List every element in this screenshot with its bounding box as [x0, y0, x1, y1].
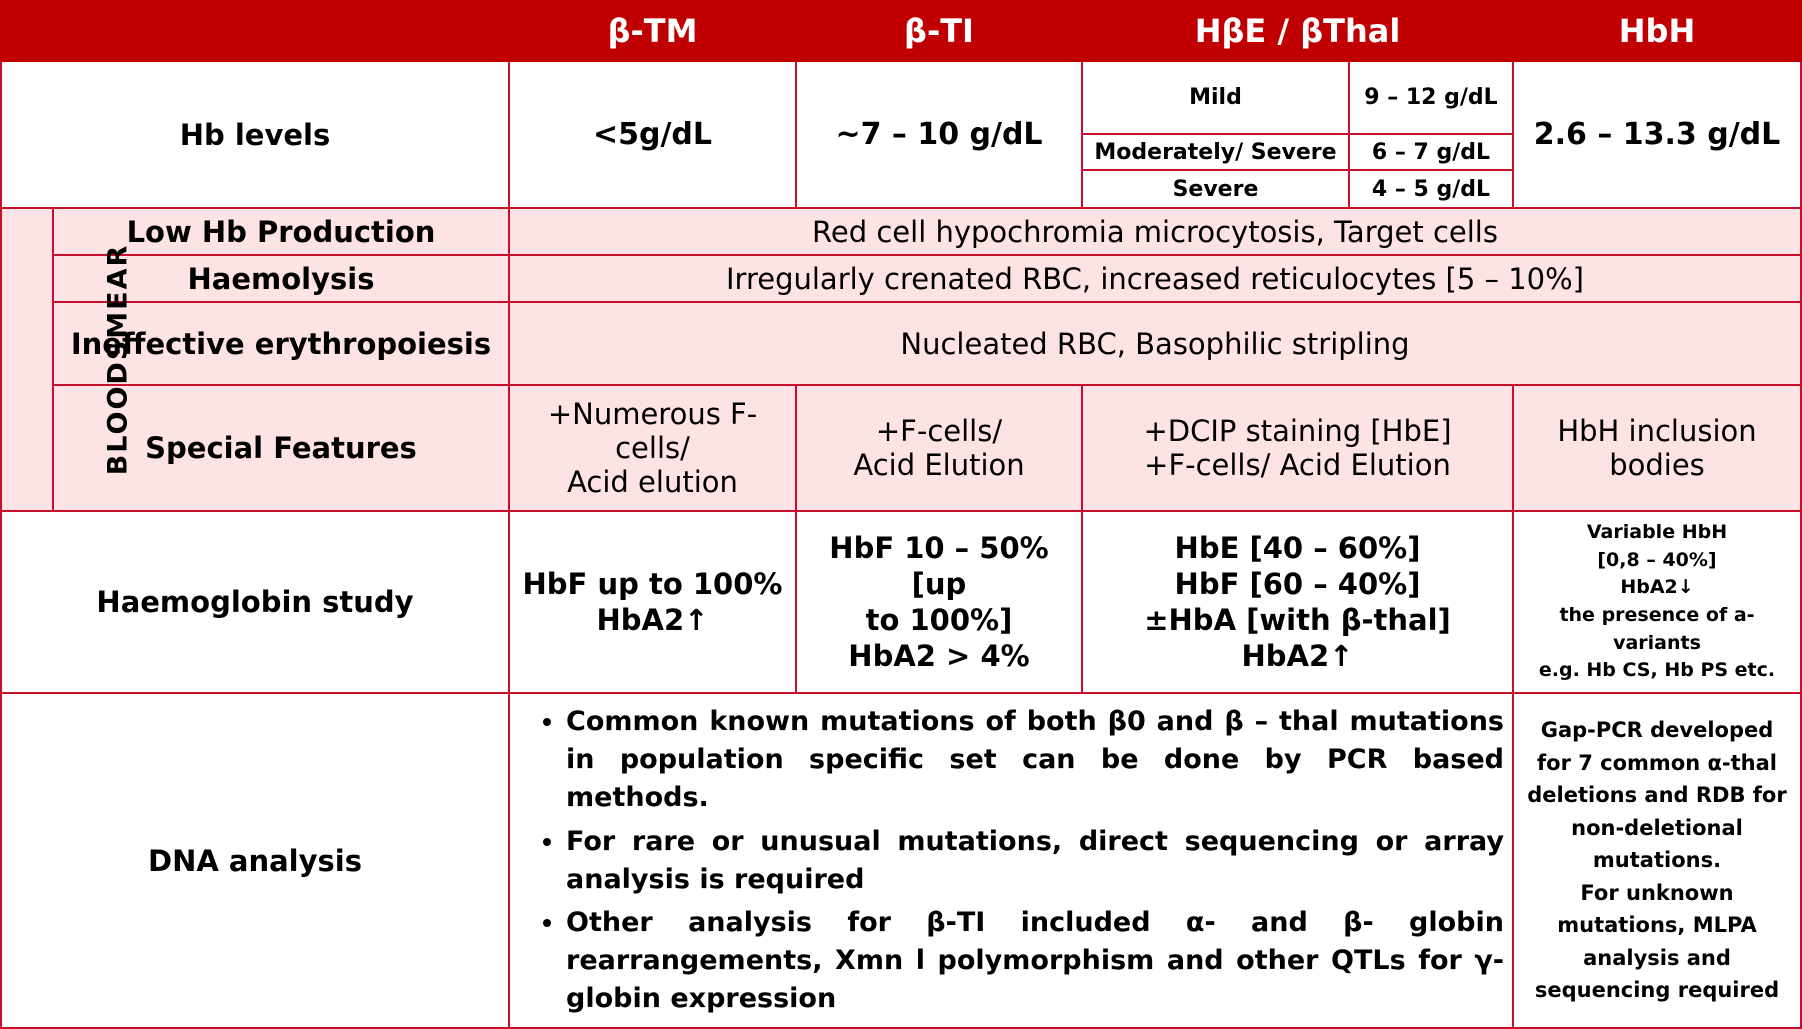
- special-features-btm: [509, 385, 796, 511]
- dna-bullet-3: • Other analysis for β-TI included α- and β- globin rearrangements, Xmn l polymorphism and other QTLs for γ-globin expression: [566, 904, 1504, 1017]
- label-haemolysis: Haemolysis: [53, 255, 509, 302]
- special-hbh-line-2: bodies: [1609, 448, 1705, 482]
- hbe-value-mild: 9 – 12 g/dL: [1349, 62, 1512, 134]
- dna-hbh-line-1: Gap-PCR developed: [1540, 718, 1774, 743]
- label-low-hb-production: Low Hb Production: [53, 208, 509, 255]
- hb-study-hbe: [1082, 511, 1513, 693]
- hbe-severity-mild: Mild: [1189, 85, 1242, 110]
- special-bti-line-2: Acid Elution: [853, 448, 1025, 482]
- hb-study-hbe-line-4: HbA2↑: [1241, 639, 1354, 674]
- row-low-hb-production: [1, 208, 1801, 255]
- hb-study-bti-line-3: HbA2 > 4%: [848, 639, 1030, 674]
- special-btm-line-1: +Numerous F-: [547, 397, 758, 431]
- dna-hbh-line-4: non-deletional: [1571, 815, 1743, 840]
- special-btm-line-2: cells/: [615, 431, 690, 465]
- hb-levels-bti: ~7 – 10 g/dL: [796, 61, 1082, 208]
- hb-study-hbh-line-3: HbA2↓: [1620, 576, 1694, 599]
- hb-study-btm: [509, 511, 796, 693]
- special-features-hbe: [1082, 385, 1513, 511]
- header-hbe-bthal: HβE / βThal: [1082, 1, 1513, 61]
- header-empty-cell: [1, 1, 509, 61]
- dna-bullet-2: • For rare or unusual mutations, direct sequencing or array analysis is required: [566, 823, 1504, 899]
- special-features-bti: [796, 385, 1082, 511]
- hb-levels-hbe: [1082, 61, 1513, 208]
- hb-study-hbh: [1513, 511, 1801, 693]
- hb-levels-btm: <5g/dL: [509, 61, 796, 208]
- row-hb-levels: [1, 61, 1801, 208]
- hb-study-hbh-line-1: Variable HbH: [1586, 521, 1728, 544]
- dna-hbh-line-3: deletions and RDB for: [1527, 783, 1787, 808]
- dna-analysis-bullets: [509, 693, 1513, 1028]
- header-beta-tm: β-TM: [509, 1, 796, 61]
- hbe-severity-subtable: [1083, 62, 1512, 207]
- special-hbh-line-1: HbH inclusion: [1557, 414, 1757, 448]
- header-hbh: HbH: [1513, 1, 1801, 61]
- bloodsmear-side-label: BLOODSMEAR: [1, 208, 53, 511]
- row-haemolysis: [1, 255, 1801, 302]
- row-special-features: [1, 385, 1801, 511]
- row-dna-analysis: [1, 693, 1801, 1028]
- hbe-value-moderate: 6 – 7 g/dL: [1349, 134, 1512, 170]
- hb-study-btm-line-2: HbA2↑: [596, 603, 709, 637]
- hb-study-hbe-line-1: HbE [40 – 60%]: [1174, 530, 1421, 565]
- hbe-severity-moderate: Moderately/ Severe: [1083, 134, 1349, 170]
- hb-study-btm-line-1: HbF up to 100%: [522, 566, 783, 601]
- ineffective-erythropoiesis-value: Nucleated RBC, Basophilic stripling: [509, 302, 1801, 385]
- hb-study-hbe-line-3: ±HbA [with β-thal]: [1144, 603, 1451, 637]
- dna-hbh-line-2: for 7 common α-thal: [1537, 750, 1777, 775]
- special-hbe-line-1: +DCIP staining [HbE]: [1143, 414, 1452, 448]
- hb-study-hbh-line-5: e.g. Hb CS, Hb PS etc.: [1538, 659, 1776, 682]
- dna-hbh-line-7: mutations, MLPA: [1557, 913, 1757, 938]
- hb-study-bti-line-1: HbF 10 – 50% [up: [829, 530, 1049, 601]
- label-special-features: Special Features: [53, 385, 509, 511]
- hb-study-bti-line-2: to 100%]: [865, 603, 1013, 637]
- hb-study-hbe-line-2: HbF [60 – 40%]: [1174, 566, 1421, 601]
- special-features-hbh: [1513, 385, 1801, 511]
- hbe-severity-severe: Severe: [1083, 170, 1349, 207]
- hb-levels-hbh: 2.6 – 13.3 g/dL: [1513, 61, 1801, 208]
- dna-hbh-line-9: sequencing required: [1534, 978, 1780, 1003]
- row-haemoglobin-study: [1, 511, 1801, 693]
- hbe-value-severe: 4 – 5 g/dL: [1349, 170, 1512, 207]
- label-haemoglobin-study: Haemoglobin study: [1, 511, 509, 693]
- hbe-row-moderate: [1083, 134, 1512, 170]
- header-row: [1, 1, 1801, 61]
- dna-analysis-hbh: [1513, 693, 1801, 1028]
- label-hb-levels: Hb levels: [1, 61, 509, 208]
- hb-study-hbh-line-4: the presence of a-variants: [1559, 604, 1755, 654]
- dna-hbh-line-8: analysis and: [1583, 945, 1731, 970]
- hb-study-hbh-line-2: [0,8 – 40%]: [1597, 548, 1717, 571]
- dna-bullet-list: [510, 703, 1504, 1017]
- dna-bullet-1: • Common known mutations of both β0 and β – thal mutations in population specific set can be done by PCR based methods.: [566, 703, 1504, 816]
- special-btm-line-3: Acid elution: [567, 465, 738, 499]
- row-ineffective-erythropoiesis: [1, 302, 1801, 385]
- label-dna-analysis: DNA analysis: [1, 693, 509, 1028]
- special-bti-line-1: +F-cells/: [875, 414, 1003, 448]
- hbe-row-mild: [1083, 62, 1512, 134]
- dna-hbh-line-6: For unknown: [1580, 880, 1734, 905]
- special-hbe-line-2: +F-cells/ Acid Elution: [1144, 448, 1451, 482]
- hbe-row-severe: [1083, 170, 1512, 207]
- header-beta-ti: β-TI: [796, 1, 1082, 61]
- label-ineffective-erythropoiesis: Ineffective erythropoiesis: [53, 302, 509, 385]
- haemolysis-value: Irregularly crenated RBC, increased reticulocytes [5 – 10%]: [509, 255, 1801, 302]
- dna-hbh-line-5: mutations.: [1592, 848, 1722, 873]
- low-hb-production-value: Red cell hypochromia microcytosis, Target cells: [509, 208, 1801, 255]
- hb-study-bti: [796, 511, 1082, 693]
